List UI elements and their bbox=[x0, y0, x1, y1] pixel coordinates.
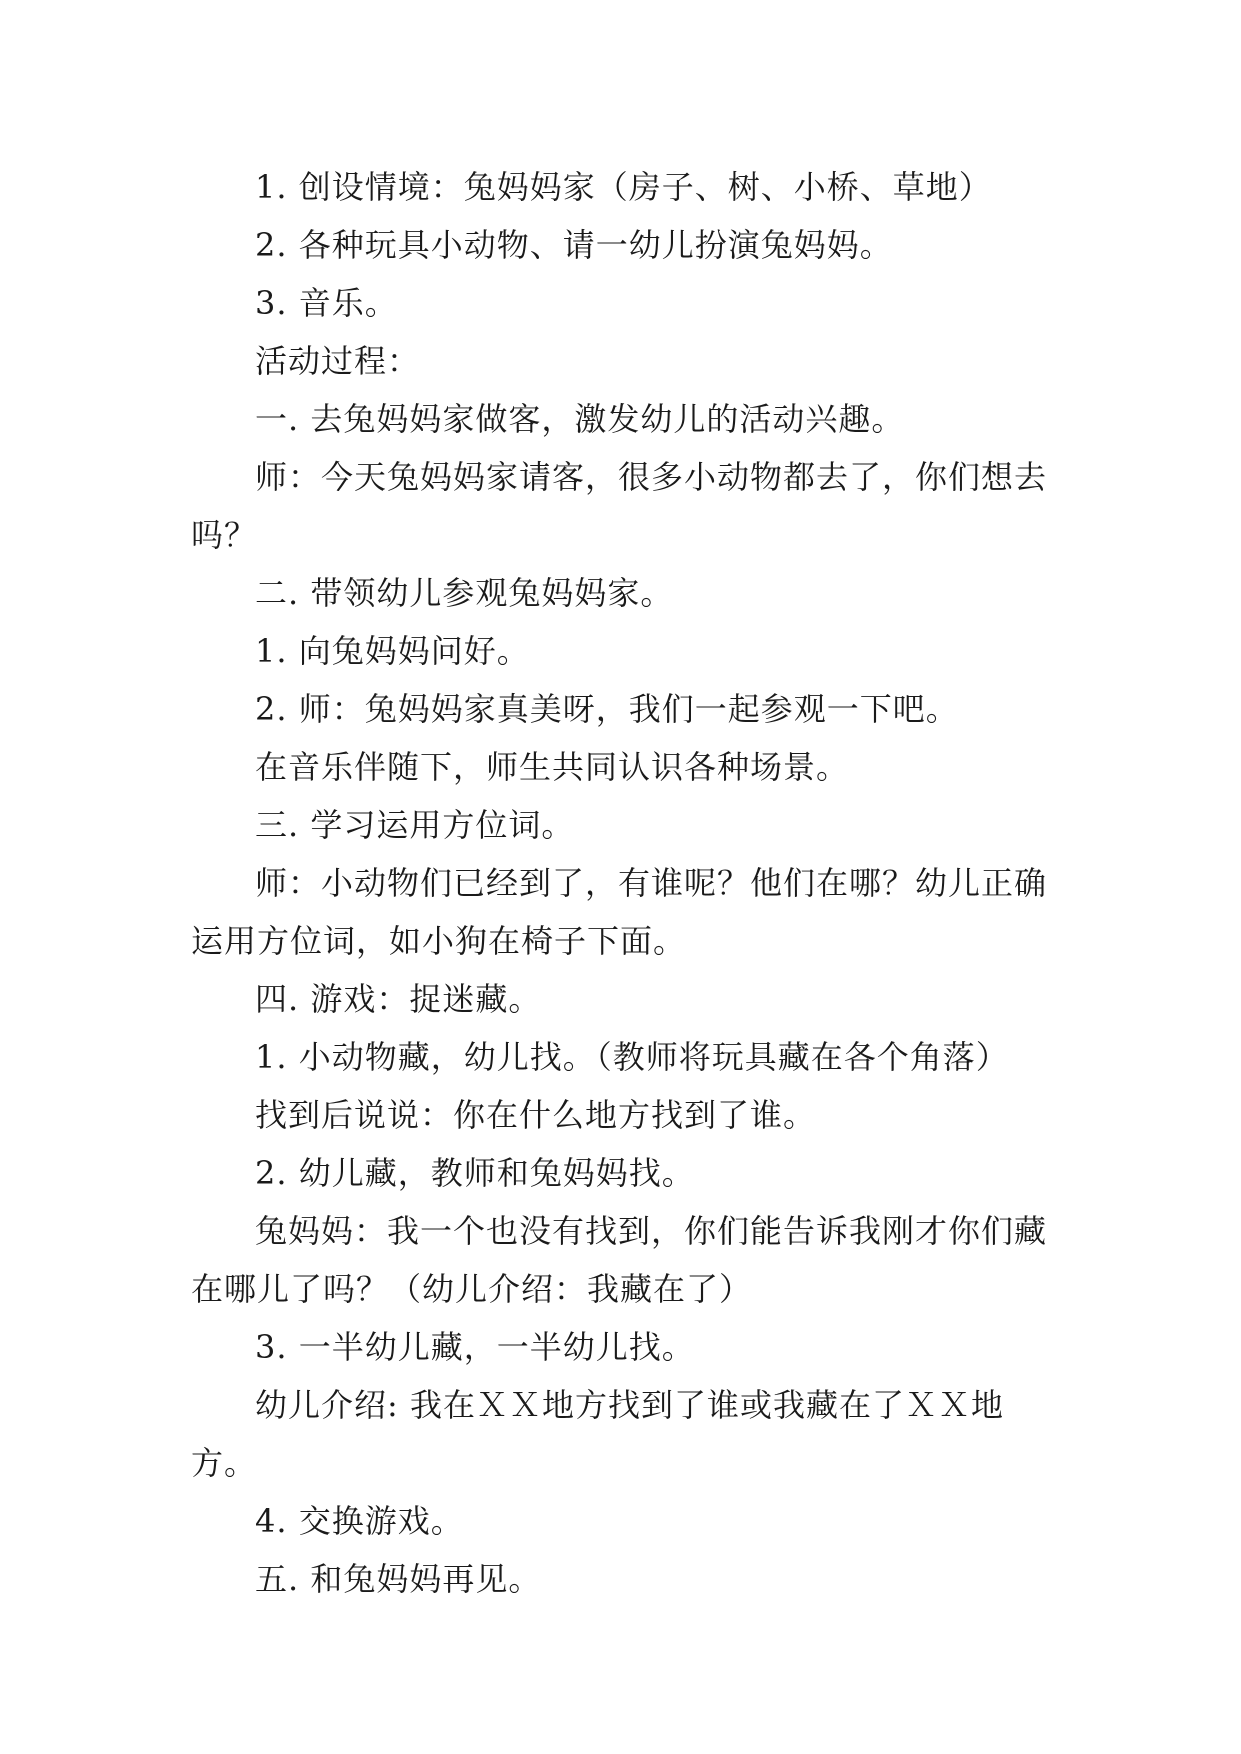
step-heading-1: 一. 去兔妈妈家做客，激发幼儿的活动兴趣。 bbox=[255, 400, 905, 438]
paragraph-game-3: 3. 一半幼儿藏，一半幼儿找。 bbox=[255, 1328, 695, 1366]
paragraph-directional-words: 师：小动物们已经到了，有谁呢？他们在哪？幼儿正确运用方位词，如小狗在椅子下面。 bbox=[191, 864, 1048, 960]
paragraph-greet: 1. 向兔妈妈问好。 bbox=[255, 632, 530, 670]
paragraph-materials-2: 2. 各种玩具小动物、请一幼儿扮演兔妈妈。 bbox=[255, 226, 893, 264]
paragraph-child-intro: 幼儿介绍: 我在ＸＸ地方找到了谁或我藏在了ＸＸ地方。 bbox=[191, 1386, 1004, 1482]
section-heading-process: 活动过程： bbox=[255, 342, 421, 380]
paragraph-game-1-talk: 找到后说说：你在什么地方找到了谁。 bbox=[255, 1096, 817, 1134]
step-heading-2: 二. 带领幼儿参观兔妈妈家。 bbox=[255, 574, 674, 612]
document-body bbox=[191, 158, 1051, 1608]
paragraph-rabbit-mother: 兔妈妈：我一个也没有找到，你们能告诉我刚才你们藏在哪儿了吗？（幼儿介绍：我藏在了） bbox=[191, 1212, 1048, 1308]
paragraph-materials-1: 1. 创设情境：兔妈妈家（房子、树、小桥、草地） bbox=[255, 168, 992, 206]
step-heading-4: 四. 游戏：捉迷藏。 bbox=[255, 980, 542, 1018]
paragraph-teacher-invite: 师：今天兔妈妈家请客，很多小动物都去了，你们想去吗？ bbox=[191, 458, 1048, 554]
paragraph-materials-3: 3. 音乐。 bbox=[255, 284, 398, 322]
paragraph-visit: 2. 师：兔妈妈家真美呀，我们一起参观一下吧。 bbox=[255, 690, 959, 728]
paragraph-game-1: 1. 小动物藏，幼儿找。（教师将玩具藏在各个角落） bbox=[255, 1038, 1009, 1076]
step-heading-5: 五. 和兔妈妈再见。 bbox=[255, 1560, 542, 1598]
paragraph-game-2: 2. 幼儿藏，教师和兔妈妈找。 bbox=[255, 1154, 695, 1192]
paragraph-game-4: 4. 交换游戏。 bbox=[255, 1502, 464, 1540]
paragraph-music-scenes: 在音乐伴随下，师生共同认识各种场景。 bbox=[255, 748, 850, 786]
step-heading-3: 三. 学习运用方位词。 bbox=[255, 806, 575, 844]
